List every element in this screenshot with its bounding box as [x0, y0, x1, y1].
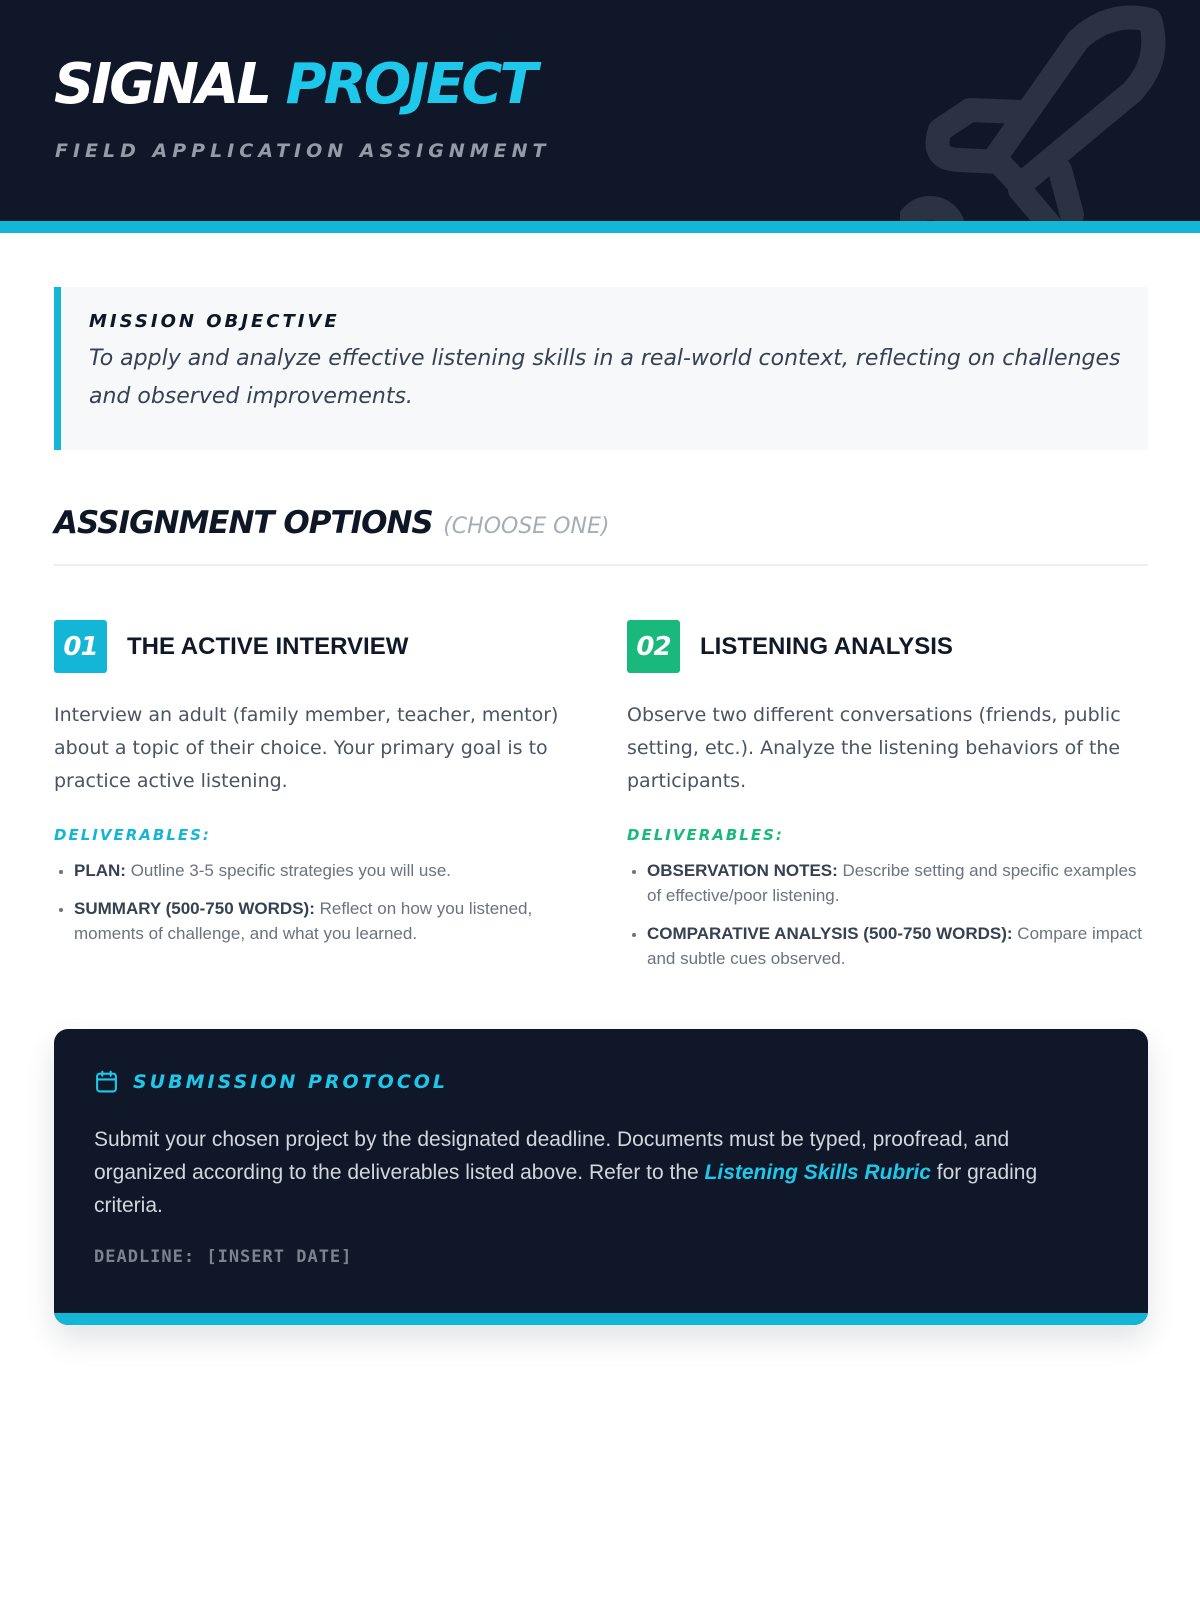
deliverables-list [627, 858, 1149, 971]
submission-protocol-box [54, 1029, 1148, 1325]
option-header [54, 620, 576, 673]
option-number-badge: 01 [54, 620, 107, 673]
objective-text: To apply and analyze effective listening skills in a real-world context, reflecting on challenges and observed improvements. [89, 346, 1121, 409]
section-divider [54, 564, 1148, 566]
options-heading [54, 505, 609, 541]
deliverable-text: Compare impact and subtle cues observed. [647, 924, 1143, 968]
option-description: Observe two different conversations (friends, public setting, etc.). Analyze the listening behaviors of the participants. [627, 704, 1121, 792]
option-listening-analysis [627, 620, 1149, 984]
options-heading-title: ASSIGNMENT OPTIONS [54, 505, 433, 541]
title-word-project: PROJECT [285, 52, 535, 117]
mission-objective-box [54, 287, 1148, 450]
rocket-icon [900, 0, 1200, 221]
deliverable-label: OBSERVATION NOTES: [647, 861, 838, 880]
deliverables-label: DELIVERABLES: [54, 826, 211, 844]
deliverables-list [54, 858, 576, 946]
option-title: LISTENING ANALYSIS [700, 632, 953, 660]
option-title: THE ACTIVE INTERVIEW [127, 632, 409, 660]
page-header [0, 0, 1200, 221]
submission-accent-stripe [54, 1313, 1148, 1325]
submission-text-start: Submit your chosen project by the designated deadline. Documents must be typed, proofread, and organized according to the deliverables listed above. Refer to the [94, 1128, 1010, 1184]
calendar-icon [94, 1069, 119, 1094]
list-item [647, 921, 1149, 971]
deliverable-label: COMPARATIVE ANALYSIS (500-750 WORDS): [647, 924, 1013, 943]
deliverable-label: PLAN: [74, 861, 126, 880]
submission-header [94, 1069, 448, 1094]
header-accent-stripe [0, 221, 1200, 233]
list-item [74, 896, 576, 946]
deliverable-text: Outline 3-5 specific strategies you will use. [130, 861, 451, 880]
submission-text [94, 1123, 1104, 1222]
deliverable-text: Reflect on how you listened, moments of challenge, and what you learned. [74, 899, 533, 943]
submission-text-end: for grading criteria. [94, 1161, 1038, 1217]
option-header [627, 620, 1149, 673]
rubric-link[interactable]: Listening Skills Rubric [704, 1161, 931, 1184]
option-number-badge: 02 [627, 620, 680, 673]
page-title [54, 50, 535, 120]
page-subtitle: FIELD APPLICATION ASSIGNMENT [55, 140, 551, 162]
submission-title: SUBMISSION PROTOCOL [133, 1070, 449, 1093]
deliverable-label: SUMMARY (500-750 WORDS): [74, 899, 315, 918]
deliverable-text: Describe setting and specific examples of effective/poor listening. [647, 861, 1137, 905]
list-item [74, 858, 576, 883]
objective-label: MISSION OBJECTIVE [89, 311, 340, 332]
option-description: Interview an adult (family member, teacher, mentor) about a topic of their choice. Your primary goal is to practice active listening. [54, 704, 559, 792]
options-heading-subtitle: (CHOOSE ONE) [443, 514, 610, 539]
list-item [647, 858, 1149, 908]
deadline-text: DEADLINE: [INSERT DATE] [94, 1247, 353, 1267]
title-word-signal: SIGNAL [54, 52, 270, 117]
option-active-interview [54, 620, 576, 959]
deliverables-label: DELIVERABLES: [627, 826, 784, 844]
